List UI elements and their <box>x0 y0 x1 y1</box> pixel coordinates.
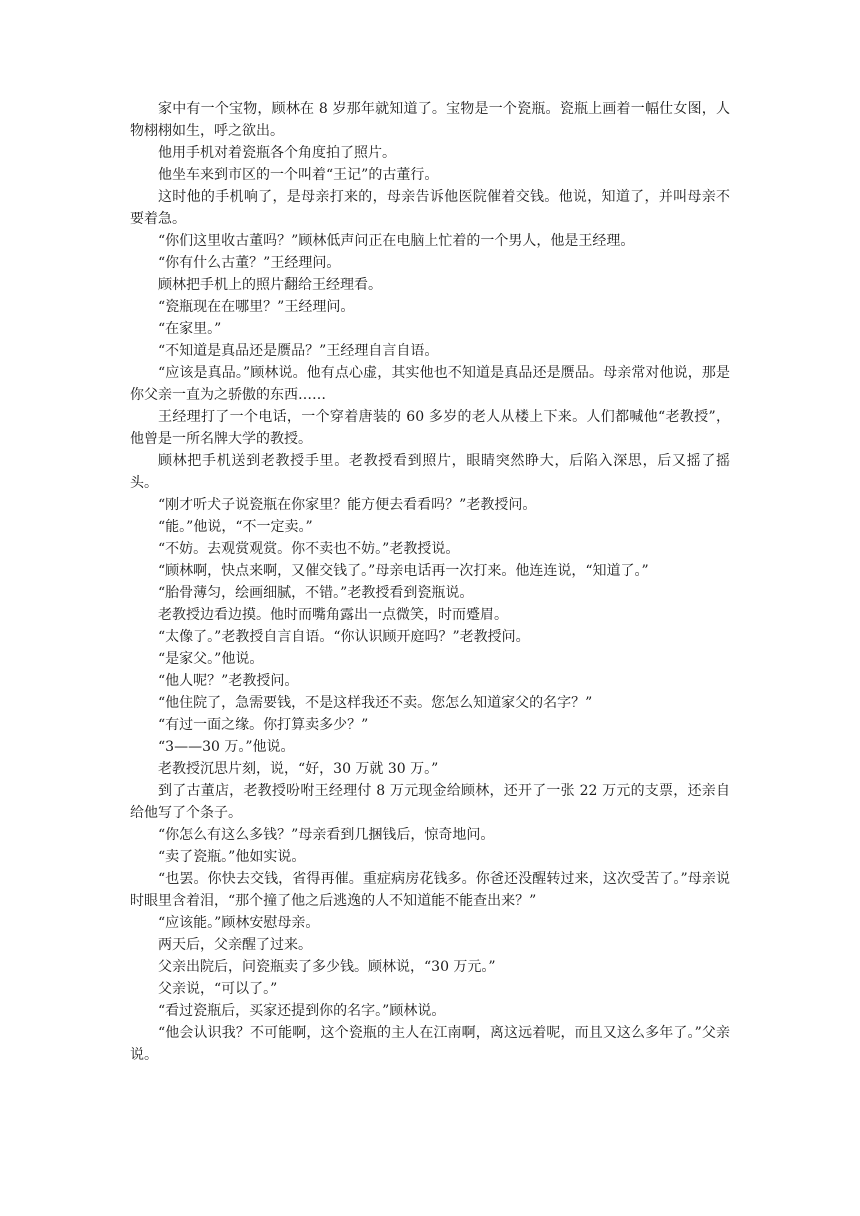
paragraph: “也罢。你快去交钱，省得再催。重症病房花钱多。你爸还没醒转过来，这次受苦了。”母亲说时眼里含着泪，“那个撞了他之后逃逸的人不知道能不能查出来？” <box>130 871 730 909</box>
paragraph: “他会认识我？不可能啊，这个瓷瓶的主人在江南啊，离这远着呢，而且又这么多年了。”父亲说。 <box>130 1025 730 1063</box>
paragraph: “你怎么有这么多钱？”母亲看到几捆钱后，惊奇地问。 <box>158 827 495 843</box>
paragraph: 顾林把手机送到老教授手里。老教授看到照片，眼睛突然睁大，后陷入深思，后又摇了摇头。 <box>130 453 730 491</box>
story-text <box>130 98 730 1066</box>
paragraph: “顾林啊，快点来啊，又催交钱了。”母亲电话再一次打来。他连连说，“知道了。” <box>158 563 649 579</box>
paragraph: 他用手机对着瓷瓶各个角度拍了照片。 <box>158 145 396 161</box>
paragraph: “卖了瓷瓶。”他如实说。 <box>158 849 306 865</box>
paragraph: 老教授沉思片刻，说，“好，30 万就 30 万。” <box>158 761 439 777</box>
paragraph: “在家里。” <box>158 321 222 337</box>
paragraph: 这时他的手机响了，是母亲打来的，母亲告诉他医院催着交钱。他说，知道了，并叫母亲不要着急。 <box>130 189 730 227</box>
paragraph: “太像了。”老教授自言自语。“你认识顾开庭吗？”老教授问。 <box>158 629 530 645</box>
paragraph: 两天后，父亲醒了过来。 <box>158 937 312 953</box>
paragraph: “胎骨薄匀，绘画细腻，不错。”老教授看到瓷瓶说。 <box>158 585 474 601</box>
paragraph: “刚才听犬子说瓷瓶在你家里？能方便去看看吗？”老教授问。 <box>158 497 537 513</box>
paragraph: 王经理打了一个电话，一个穿着唐装的 60 多岁的老人从楼上下来。人们都喊他“老教授”，他曾是一所名牌大学的教授。 <box>130 409 730 447</box>
paragraph: “是家父。”他说。 <box>158 651 264 667</box>
paragraph: 到了古董店，老教授吩咐王经理付 8 万元现金给顾林，还开了一张 22 万元的支票，还亲自给他写了个条子。 <box>130 783 730 821</box>
paragraph: “3——30 万。”他说。 <box>158 739 295 755</box>
paragraph: “你有什么古董？”王经理问。 <box>158 255 341 271</box>
paragraph: “看过瓷瓶后，买家还提到你的名字。”顾林说。 <box>158 1003 446 1019</box>
paragraph: 老教授边看边摸。他时而嘴角露出一点微笑，时而蹙眉。 <box>158 607 508 623</box>
paragraph: “不妨。去观赏观赏。你不卖也不妨。”老教授说。 <box>158 541 460 557</box>
paragraph: “他住院了，急需要钱，不是这样我还不卖。您怎么知道家父的名字？” <box>158 695 593 711</box>
paragraph: 家中有一个宝物，顾林在 8 岁那年就知道了。宝物是一个瓷瓶。瓷瓶上画着一幅仕女图，人物栩栩如生，呼之欲出。 <box>130 101 730 139</box>
paragraph: “有过一面之缘。你打算卖多少？” <box>158 717 369 733</box>
paragraph: 他坐车来到市区的一个叫着“王记”的古董行。 <box>158 167 439 183</box>
paragraph: “他人呢？”老教授问。 <box>158 673 299 689</box>
paragraph: 父亲说，“可以了。” <box>158 981 278 997</box>
paragraph: “应该是真品。”顾林说。他有点心虚，其实他也不知道是真品还是赝品。母亲常对他说，那是你父亲一直为之骄傲的东西…… <box>130 365 730 403</box>
paragraph: “不知道是真品还是赝品？”王经理自言自语。 <box>158 343 439 359</box>
paragraph: “你们这里收古董吗？”顾林低声问正在电脑上忙着的一个男人，他是王经理。 <box>158 233 635 249</box>
paragraph: “应该能。”顾林安慰母亲。 <box>158 915 320 931</box>
paragraph: “瓷瓶现在在哪里？”王经理问。 <box>158 299 355 315</box>
paragraph: 顾林把手机上的照片翻给王经理看。 <box>158 277 382 293</box>
paragraph: 父亲出院后，问瓷瓶卖了多少钱。顾林说，“30 万元。” <box>158 959 496 975</box>
paragraph: “能。”他说，“不一定卖。” <box>158 519 313 535</box>
